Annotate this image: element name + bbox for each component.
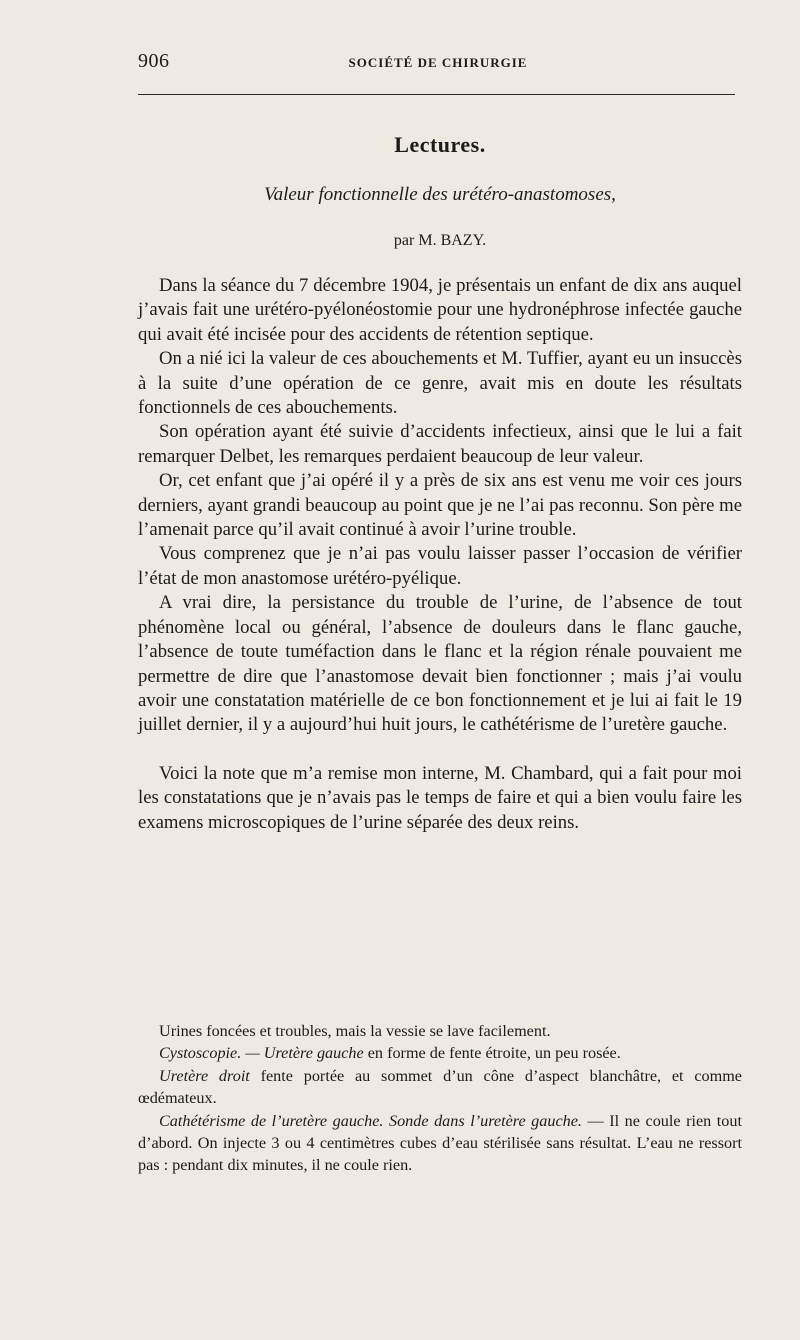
note-uretere-droit-label: Uretère droit — [159, 1066, 250, 1085]
running-head: SOCIÉTÉ DE CHIRURGIE — [348, 55, 528, 70]
note-catheterisme — [138, 1110, 742, 1177]
intern-note — [138, 1020, 742, 1177]
note-cystoscopie — [138, 1042, 742, 1064]
section-title: Lectures. — [394, 132, 486, 157]
paragraph: Vous comprenez que je n’ai pas voulu laisser passer l’occasion de vérifier l’état de mon anastomose urétéro-pyélique. — [138, 543, 742, 589]
note-catheterisme-text: — Il ne coule rien tout d’abord. On injecte 3 ou 4 centimètres cubes d’eau stérilisée sans résultat. L’eau ne ressort pas : pendant dix minutes, il ne coule rien. — [138, 1111, 742, 1175]
paragraph: Or, cet enfant que j’ai opéré il y a près de six ans est venu me voir ces jours derniers, ayant grandi beaucoup au point que je ne l’ai pas reconnu. Son père me l’amenait parce qu’il avait continué à avoir l’urine trouble. — [138, 470, 742, 541]
note-line: Urines foncées et troubles, mais la vessie se lave facilement. — [159, 1022, 551, 1040]
paragraph: Dans la séance du 7 décembre 1904, je présentais un enfant de dix ans auquel j’avais fait une urétéro-pyélonéostomie pour une hydronéphrose infectée gauche qui avait été incisée pour des accidents de rétention septique. — [138, 275, 742, 345]
author-line: par M. BAZY. — [393, 232, 487, 249]
paragraph: Voici la note que m’a remise mon interne, M. Chambard, qui a fait pour moi les constatations que je n’avais pas le temps de faire et qui a bien voulu faire les examens microscopiques de l’urine séparée des deux reins. — [138, 762, 742, 833]
note-uretere-droit-text: fente portée au sommet d’un cône d’aspect blanchâtre, et comme œdémateux. — [138, 1066, 742, 1108]
paragraph: Son opération ayant été suivie d’accidents infectieux, ainsi que le lui a fait remarquer Delbet, les remarques perdaient beaucoup de leur valeur. — [138, 421, 742, 467]
paragraph-gap — [138, 738, 742, 762]
page-number: 906 — [138, 50, 170, 72]
paragraph: On a nié ici la valeur de ces abouchements et M. Tuffier, ayant eu un insuccès à la suite d’une opération de ce genre, avait mis en doute les résultats fonctionnels de ces abouchements. — [138, 348, 742, 419]
body-text — [138, 274, 742, 835]
note-catheterisme-label: Cathétérisme de l’uretère gauche. Sonde dans l’uretère gauche. — [159, 1111, 582, 1130]
article-title: Valeur fonctionnelle des urétéro-anastomoses, — [264, 184, 616, 205]
note-cystoscopie-label: Cystoscopie. — Uretère gauche — [159, 1044, 364, 1063]
page-header — [138, 50, 738, 80]
note-cystoscopie-text: en forme de fente étroite, un peu rosée. — [363, 1044, 621, 1063]
note-uretere-droit — [138, 1065, 742, 1110]
paragraph: A vrai dire, la persistance du trouble de l’urine, de l’absence de tout phénomène local ou général, l’absence de douleurs dans le flanc gauche, l’absence de toute tuméfaction dans le flanc et la région rénale pouvaient me permettre de dire que l’anastomose devait bien fonctionner ; mais j’ai voulu avoir une constatation matérielle de ce bon fonctionnement et je lui ai fait le 19 juillet dernier, il y a aujourd’hui huit jours, le cathétérisme de l’uretère gauche. — [138, 592, 742, 736]
header-rule — [138, 94, 735, 95]
